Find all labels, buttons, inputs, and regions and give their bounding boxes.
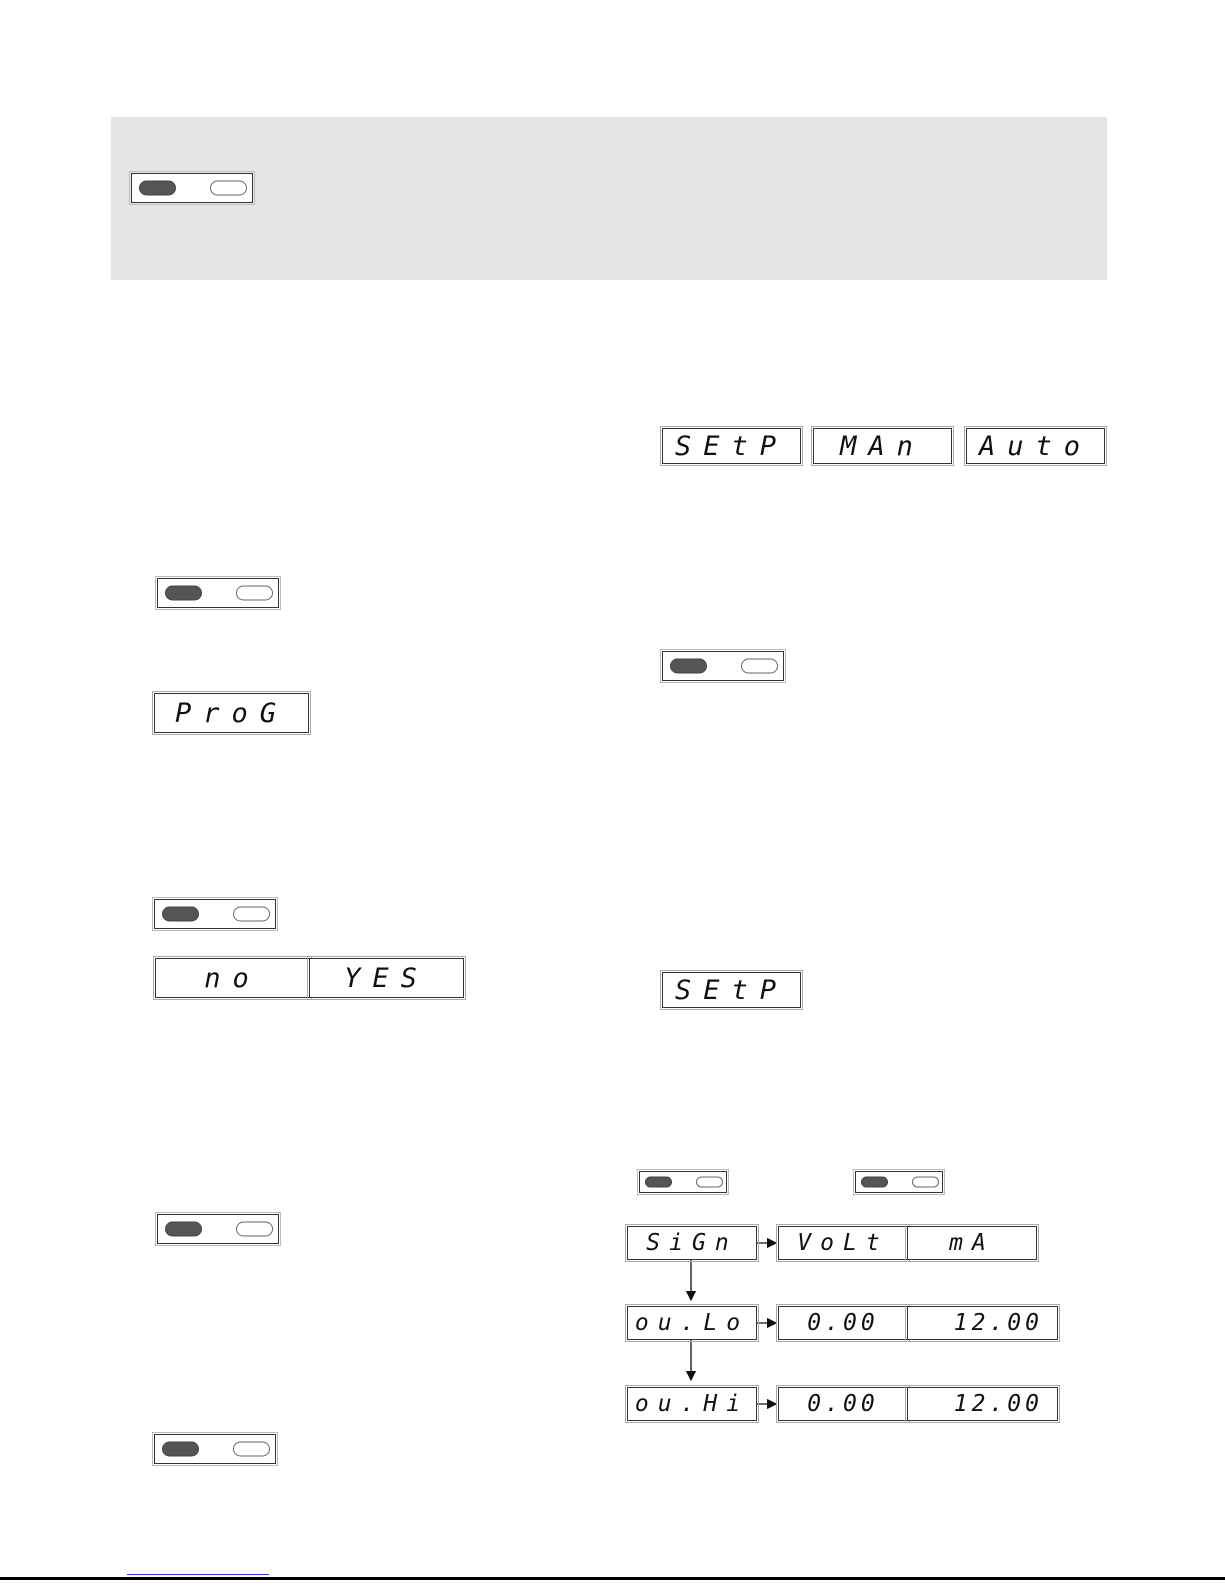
- lcd-display-out-high-max: 12.00: [907, 1387, 1058, 1421]
- lcd-range-out-low: [778, 1306, 1058, 1340]
- lcd-display-setp: SEtP: [662, 972, 801, 1008]
- lcd-display-yes: YES: [309, 958, 464, 998]
- lcd-display-prog: ProG: [154, 693, 309, 733]
- lcd-display-out-low-max: 12.00: [907, 1306, 1058, 1340]
- lcd-display-out-low: ou.Lo: [627, 1306, 757, 1340]
- lcd-display-setp-mode: SEtP: [662, 428, 801, 464]
- lcd-display-no: no: [155, 958, 310, 998]
- lcd-display-out-high: ou.Hi: [627, 1387, 757, 1421]
- lcd-choice-volt-ma: [778, 1226, 1037, 1260]
- lcd-display-volt: VoLt: [778, 1226, 908, 1260]
- lcd-range-out-high: [778, 1387, 1058, 1421]
- footer-link-underline: [127, 1574, 269, 1575]
- lcd-display-out-high-min: 0.00: [778, 1387, 908, 1421]
- lcd-display-sign: SiGn: [627, 1226, 757, 1260]
- lcd-display-auto-mode: Auto: [966, 428, 1105, 464]
- lcd-display-ma: mA: [907, 1226, 1037, 1260]
- lcd-display-man-mode: MAn: [813, 428, 952, 464]
- footer-rule: [0, 1577, 1225, 1580]
- lcd-display-out-low-min: 0.00: [778, 1306, 908, 1340]
